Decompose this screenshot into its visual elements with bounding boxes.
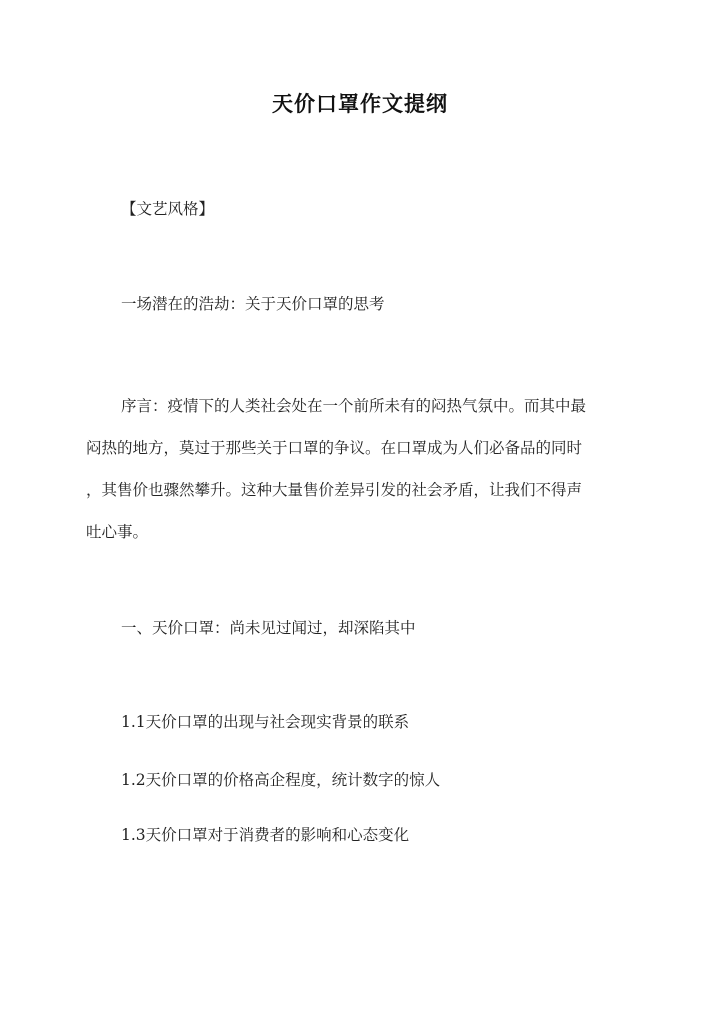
document-title: 天价口罩作文提纲: [272, 91, 448, 116]
preface-line: 吐心事。: [86, 523, 149, 541]
style-tag: 【文艺风格】: [121, 200, 215, 218]
preface-line: 序言：疫情下的人类社会处在一个前所未有的闷热气氛中。而其中最: [121, 397, 587, 415]
preface-line: ，其售价也骤然攀升。这种大量售价差异引发的社会矛盾，让我们不得声: [86, 481, 583, 499]
preface-line: 闷热的地方，莫过于那些关于口罩的争议。在口罩成为人们必备品的同时: [86, 439, 583, 457]
essay-subtitle: 一场潜在的浩劫：关于天价口罩的思考: [121, 295, 385, 313]
section-heading: 一、天价口罩：尚未见过闻过，却深陷其中: [121, 619, 416, 637]
preface-paragraph: [86, 385, 634, 553]
outline-item: 1.2天价口罩的价格高企程度，统计数字的惊人: [121, 771, 441, 789]
outline-item: 1.3天价口罩对于消费者的影响和心态变化: [121, 826, 410, 844]
outline-item: 1.1天价口罩的出现与社会现实背景的联系: [121, 713, 410, 731]
